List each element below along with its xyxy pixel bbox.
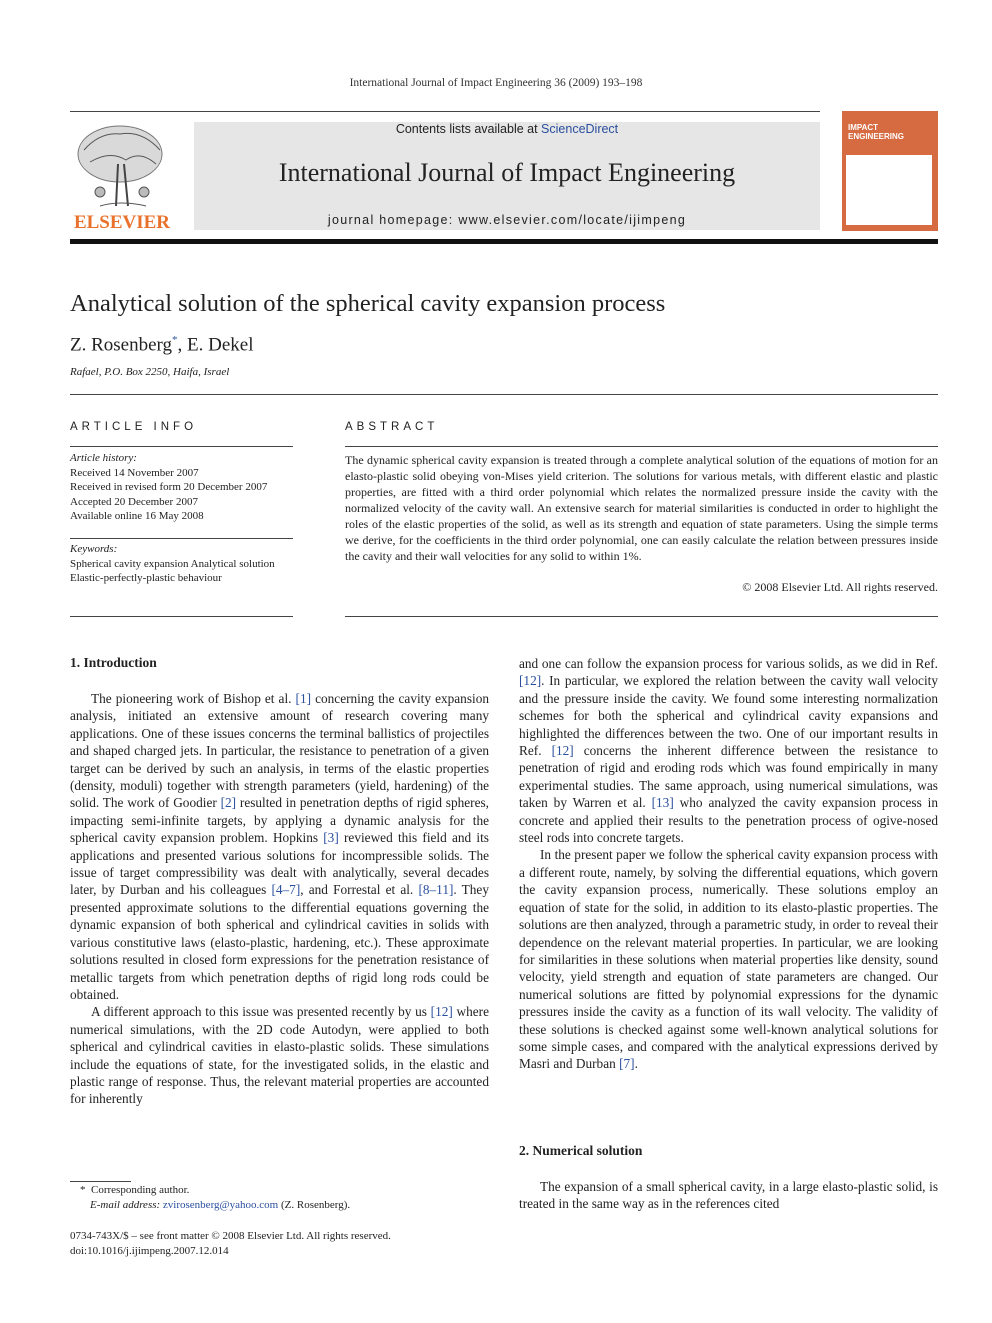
footnote-email xyxy=(70,1198,470,1213)
citation-link[interactable]: [7] xyxy=(619,1056,635,1072)
text-run: and one can follow the expansion process for various solids, as we did in Ref. xyxy=(519,656,938,671)
elsevier-logo xyxy=(70,120,174,232)
author-name: Z. Rosenberg xyxy=(70,334,173,356)
abstract-heading: ABSTRACT xyxy=(345,421,439,433)
text-run: , and Forrestal et al. xyxy=(300,882,419,898)
divider xyxy=(70,538,293,539)
article-info-heading: ARTICLE INFO xyxy=(70,421,198,433)
paragraph xyxy=(70,1003,489,1107)
article-history xyxy=(70,451,295,524)
history-item: Received in revised form 20 December 2007 xyxy=(70,481,268,493)
publication-footer xyxy=(70,1229,490,1258)
paragraph xyxy=(70,690,489,1003)
journal-cover-thumbnail[interactable] xyxy=(842,111,938,231)
keywords-label: Keywords: xyxy=(70,543,118,555)
author-name: E. Dekel xyxy=(187,334,254,356)
keyword-item: Spherical cavity expansion Analytical solution xyxy=(70,557,275,570)
footnote-text: Corresponding author. xyxy=(91,1184,190,1196)
text-run: . In particular, we explored the relation between the cavity wall velocity and the pressure inside the cavity. We found some interesting normalization schemes for both the spherical and cylindrical cavity expansions and highlighted the differences between the two. One of our important results in Ref. xyxy=(519,673,938,759)
cover-title-line1: IMPACT xyxy=(848,123,879,132)
elsevier-tree-icon xyxy=(70,120,174,232)
sciencedirect-link[interactable]: ScienceDirect xyxy=(541,122,619,136)
text-run: who analyzed the cavity expansion process in concrete and applied their results to the penetration process of ogive-nosed steel rods into concrete targets. xyxy=(519,795,938,846)
history-item: Received 14 November 2007 xyxy=(70,466,199,479)
article-title: Analytical solution of the spherical cavity expansion process xyxy=(70,290,666,317)
history-item: Available online 16 May 2008 xyxy=(70,510,204,522)
citation-link[interactable]: [12] xyxy=(430,1004,453,1020)
text-run: reviewed this field and its applications and presented various solutions for incompressible solids. The issue of target compressibility was dealt with analytically, several decades later, by Durban and his colleagues xyxy=(70,830,489,898)
history-item: Accepted 20 December 2007 xyxy=(70,495,198,508)
divider xyxy=(70,616,293,617)
body-column-left xyxy=(70,690,489,1108)
keyword-item: Elastic-perfectly-plastic behaviour xyxy=(70,572,222,584)
text-run: In the present paper we follow the spherical cavity expansion process with a different route, namely, by solving the differential equations, which govern the cavity expansion process, numerically. These solutions employ an equation of state for the solid, in addition to its elasto-plastic properties. The solutions are then analyzed, through a parametric study, in order to reveal their dependence on the relevant material properties. In particular, we are looking for similarities in these solutions when material properties like density, sound velocity, yield strength and equation of state parameters are changed. Our numerical solutions are fitted by polynomial expressions for the dynamic pressures inside the cavity as a function of its wall velocity. The validity of these solutions is checked against some well-known analytical solutions for some simple cases, and compared with the analytical expressions derived by Masri and Durban xyxy=(519,847,938,1072)
email-label: E-mail address: xyxy=(90,1198,163,1211)
citation-link[interactable]: [12] xyxy=(519,673,542,689)
doi-line: doi:10.1016/j.ijimpeng.2007.12.014 xyxy=(70,1244,229,1257)
citation-link[interactable]: [12] xyxy=(551,743,574,759)
cover-title-line2: ENGINEERING xyxy=(848,132,905,141)
text-run: The pioneering work of Bishop et al. xyxy=(91,691,296,706)
abstract-text: The dynamic spherical cavity expansion is treated through a complete analytical solution of the equations of motion for an elasto-plastic solid obeying von-Mises yield criterion. The solutions for various metals, with different elastic and plastic properties, are fitted with a third order polynomial which relates the normalized pressure inside the cavity with the normalized velocity of the cavity wall. An extensive search for material similarities is conducted in order to highlight the roles of the elastic properties of the solid, as well as its strength and equation of state parameters. Using the simple terms we derive, for the coefficients in the third order polynomial, one can easily calculate the relation between pressures inside the cavity and their wall velocities for any solid to within 1%. xyxy=(345,453,938,563)
citation-link[interactable]: [4–7] xyxy=(271,882,301,898)
affiliation: Rafael, P.O. Box 2250, Haifa, Israel xyxy=(70,366,230,378)
contents-prefix: Contents lists available at xyxy=(395,122,542,136)
citation-link[interactable]: [13] xyxy=(651,795,674,811)
text-run: A different approach to this issue was presented recently by us xyxy=(91,1004,431,1020)
corresponding-author-mark[interactable]: * xyxy=(172,334,178,346)
text-run: concerning the cavity expansion analysis, initiated an extensive amount of research covering many applications. One of these issues concerns the terminal ballistics of projectiles and shaped charged jets. In particular, the resistance to penetration of a given target can be derived by such an analysis, in terms of the elastic properties (density, moduli) together with strength parameters (yield, hardening) of the solid. The work of Goodier xyxy=(70,691,489,811)
issn-line: 0734-743X/$ – see front matter © 2008 Elsevier Ltd. All rights reserved. xyxy=(70,1230,391,1242)
author-list xyxy=(70,334,254,356)
author-separator: , xyxy=(177,334,188,356)
paragraph: The expansion of a small spherical cavity, in a large elasto-plastic solid, is treated in the same way as in the references cited xyxy=(519,1179,938,1212)
divider xyxy=(345,446,938,447)
citation-link[interactable]: [1] xyxy=(295,691,312,706)
header-thick-rule xyxy=(70,239,938,244)
cover-panel xyxy=(846,155,932,225)
body-column-right xyxy=(519,655,938,1073)
contents-line xyxy=(194,122,820,136)
divider xyxy=(345,616,938,617)
journal-citation: International Journal of Impact Engineering 36 (2009) 193–198 xyxy=(349,77,643,89)
paragraph xyxy=(519,846,938,1072)
section-heading-introduction: 1. Introduction xyxy=(70,655,157,670)
citation-link[interactable]: [8–11] xyxy=(418,882,454,898)
divider xyxy=(70,446,293,447)
body-column-right-continued xyxy=(519,1178,938,1213)
abstract-copyright: © 2008 Elsevier Ltd. All rights reserved. xyxy=(742,580,938,594)
homepage-link[interactable]: www.elsevier.com/locate/ijimpeng xyxy=(458,213,687,227)
header-divider xyxy=(70,111,820,112)
section-divider xyxy=(70,394,938,395)
journal-title: International Journal of Impact Engineering xyxy=(278,158,736,187)
text-run: where numerical simulations, with the 2D code Autodyn, were applied to both spherical and cylindrical cavities in elasto-plastic solids. These simulations include the equations of state, for the investigated solids, in the elastic and plastic range of response. Thus, the relevant material properties are accounted for inherently xyxy=(70,1004,489,1107)
footnote-rule xyxy=(70,1181,131,1182)
publisher-wordmark: ELSEVIER xyxy=(73,212,171,232)
footnote-corresponding xyxy=(70,1183,470,1198)
keywords-block xyxy=(70,542,292,586)
journal-homepage-line xyxy=(194,213,820,227)
text-run: . They presented approximate solutions to the differential equations governing the dynamic expansion of both spherical and cylindrical cavities in solids with various constitutive laws (elasto-plastic, hardening, etc.). These approximate solutions resulted in closed form expressions for the penetration resistance of metallic targets from which penetration depths of rigid long rods could be obtained. xyxy=(70,882,489,1002)
email-link[interactable]: zvirosenberg@yahoo.com xyxy=(162,1198,279,1211)
text-run: concerns the inherent difference between the resistance to penetration of rigid and eroding rods which was found empirically in many experimental studies. The same approach, using numerical simulations, was taken by Warren et al. xyxy=(519,743,938,811)
citation-link[interactable]: [3] xyxy=(323,830,339,846)
footnote xyxy=(70,1183,470,1212)
paragraph xyxy=(519,655,938,846)
footnote-mark: * xyxy=(80,1184,86,1196)
citation-link[interactable]: [2] xyxy=(220,795,237,811)
history-label: Article history: xyxy=(70,452,137,464)
homepage-label: journal homepage: xyxy=(327,213,459,227)
email-suffix: (Z. Rosenberg). xyxy=(278,1198,351,1211)
section-heading-numerical-solution: 2. Numerical solution xyxy=(519,1143,643,1158)
text-run: resulted in penetration depths of rigid spheres, impacting semi-infinite targets, by applying a dynamic analysis for the spherical cavity expansion problem. Hopkins xyxy=(70,795,490,846)
text-run: . xyxy=(634,1056,638,1072)
